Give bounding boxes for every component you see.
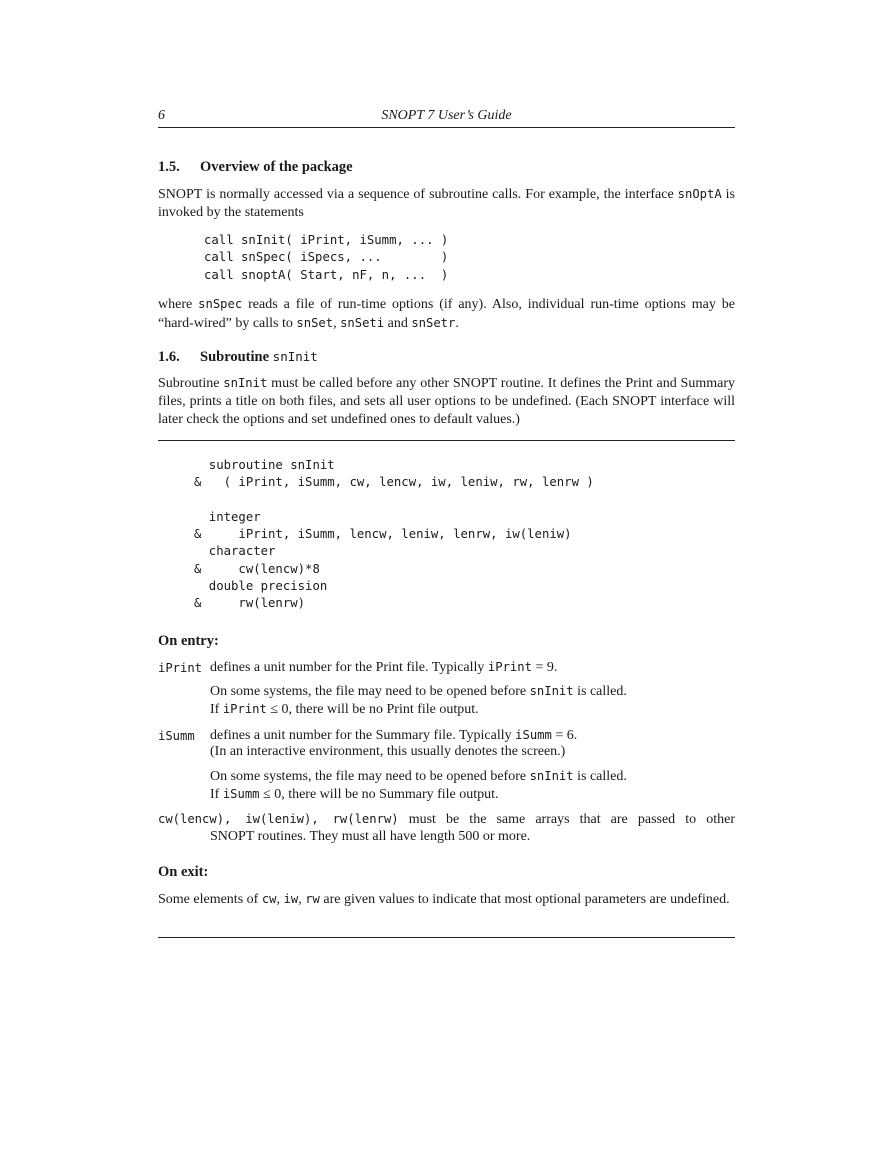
text-run: On some systems, the file may need to be opened before xyxy=(210,769,530,784)
text-run: Subroutine xyxy=(158,376,224,391)
arrays-desc-line xyxy=(158,810,735,829)
on-exit-paragraph xyxy=(158,890,735,909)
code-snSetr: snSetr xyxy=(411,316,456,330)
code-snSet: snSet xyxy=(296,316,334,330)
page-number: 6 xyxy=(158,108,165,123)
running-title: SNOPT 7 User’s Guide xyxy=(381,108,512,123)
code-snSpec: snSpec xyxy=(198,297,243,311)
overview-paragraph xyxy=(158,185,735,222)
code-iPrint: iPrint xyxy=(487,660,532,674)
section-title: Overview of the package xyxy=(200,159,353,175)
code-iSumm: iSumm xyxy=(515,728,552,742)
text-run: , xyxy=(298,892,306,907)
text-run: must be called before any other SNOPT routine. It defines the Print and Summary files, prints a title on both files, and sets all user options to be undefined. (Each SNOPT interface will later check the options and set undefined ones to default values.) xyxy=(158,376,735,427)
text-run: Some elements of xyxy=(158,892,262,907)
spec-box-bottom-rule xyxy=(158,937,735,938)
running-header xyxy=(158,107,735,128)
text-run: must be the same arrays that are passed to other xyxy=(398,812,735,827)
sninit-intro-paragraph xyxy=(158,374,735,429)
spec-box-top-rule xyxy=(158,440,735,441)
text-run: is called. xyxy=(573,684,627,699)
isumm-open-note xyxy=(210,767,735,786)
section-title: Subroutine xyxy=(200,349,273,365)
text-run: are given values to indicate that most optional parameters are undefined. xyxy=(319,892,730,907)
text-run: ≤ 0, there will be no Summary file output. xyxy=(259,787,499,802)
text-run: = 6. xyxy=(551,728,578,743)
text-run: where xyxy=(158,297,199,312)
code-snSeti: snSeti xyxy=(340,316,385,330)
iprint-open-note xyxy=(210,682,735,701)
text-run: ≤ 0, there will be no Print file output. xyxy=(266,702,479,717)
sninit-declaration-code: subroutine snInit & ( iPrint, iSumm, cw, lencw, iw, leniw, rw, lenrw ) integer & iPrint, iSumm, lencw, leniw, lenrw, iw(leniw) character & cw(lencw)*8 double precision & rw(lenrw) xyxy=(194,458,594,611)
text-run: , xyxy=(333,316,341,331)
code-rw: rw xyxy=(305,892,320,906)
code-iSumm: iSumm xyxy=(222,787,260,801)
text-run: = 9. xyxy=(531,660,558,675)
text-run: If xyxy=(210,787,223,802)
param-iSumm: iSumm xyxy=(158,729,195,743)
text-run: On some systems, the file may need to be opened before xyxy=(210,684,530,699)
isumm-interactive-note: (In an interactive environment, this usually denotes the screen.) xyxy=(210,744,566,759)
section-title-code: snInit xyxy=(272,349,318,364)
text-run: defines a unit number for the Print file. Typically xyxy=(210,660,488,675)
text-run: If xyxy=(210,702,223,717)
call-sequence-code: call snInit( iPrint, iSumm, ... ) call snSpec( iSpecs, ... ) call snoptA( Start, nF, n, ... ) xyxy=(204,233,449,282)
text-run: defines a unit number for the Summary file. Typically xyxy=(210,728,516,743)
text-run: , xyxy=(276,892,284,907)
code-snInit: snInit xyxy=(223,376,268,390)
code-cw: cw xyxy=(261,892,277,906)
section-heading-1-5 xyxy=(158,159,353,176)
param-iPrint: iPrint xyxy=(158,661,203,675)
iprint-zero-note xyxy=(210,700,735,719)
text-run: is invoked by the statements xyxy=(158,187,735,220)
section-number: 1.6. xyxy=(158,349,180,365)
iprint-desc-line xyxy=(210,658,735,677)
text-run: reads a file of run-time options (if any). Also, individual run-time options may be “hard-wired” by calls to xyxy=(158,297,736,331)
code-snInit: snInit xyxy=(529,769,574,783)
isumm-zero-note xyxy=(210,785,735,804)
code-snOptA: snOptA xyxy=(677,187,722,201)
text-run: is called. xyxy=(573,769,627,784)
section-number: 1.5. xyxy=(158,159,180,175)
section-heading-1-6 xyxy=(158,349,318,366)
code-iPrint: iPrint xyxy=(222,702,267,716)
param-arrays: cw(lencw), iw(leniw), rw(lenrw) xyxy=(158,812,399,826)
arrays-length-note: SNOPT routines. They must all have length 500 or more. xyxy=(210,829,531,844)
on-exit-heading: On exit: xyxy=(158,864,209,880)
text-run: SNOPT is normally accessed via a sequence of subroutine calls. For example, the interface xyxy=(158,187,678,202)
text-run: and xyxy=(384,316,412,331)
text-run: . xyxy=(455,316,459,331)
code-snInit: snInit xyxy=(529,684,574,698)
runtime-options-paragraph xyxy=(158,295,735,333)
on-entry-heading: On entry: xyxy=(158,633,219,649)
code-iw: iw xyxy=(283,892,299,906)
